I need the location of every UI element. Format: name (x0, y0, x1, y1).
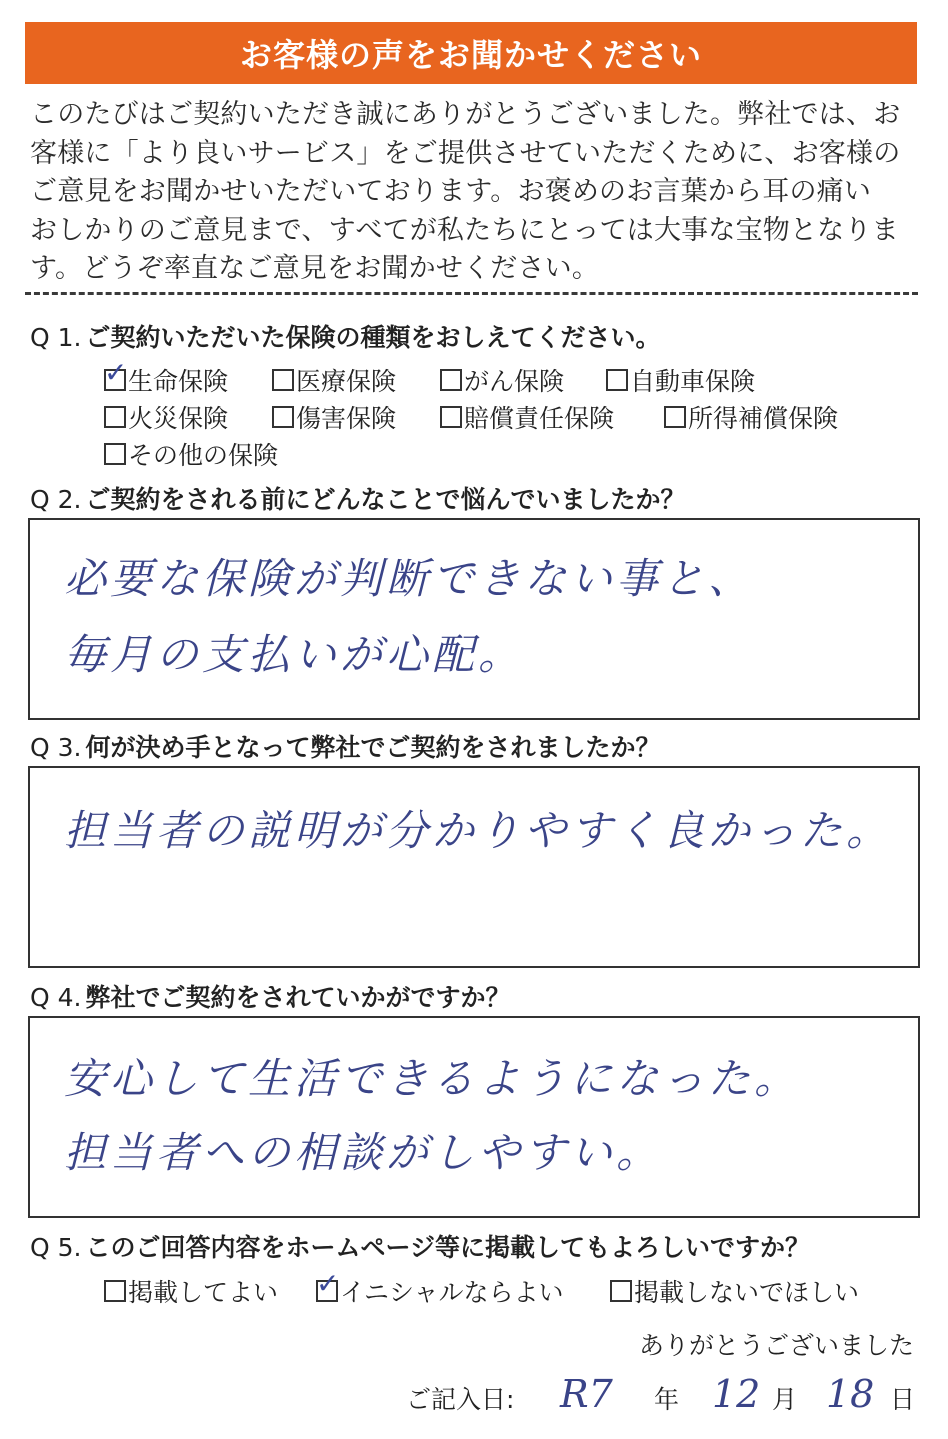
checkbox[interactable] (440, 406, 462, 428)
checkbox[interactable] (664, 406, 686, 428)
option-label: その他の保険 (128, 441, 279, 470)
option-label: 自動車保険 (630, 367, 756, 396)
checkbox[interactable] (104, 1280, 126, 1302)
handwritten-day[interactable]: 18 (826, 1372, 875, 1416)
question-1 (30, 318, 661, 354)
question-number: Q 1. (30, 323, 82, 352)
day-unit: 日 (890, 1385, 916, 1414)
option-label: 掲載してよい (128, 1278, 279, 1307)
question-4 (30, 978, 511, 1014)
handwritten-answer-line: 必要な保険が判断できない事と、 (64, 554, 755, 603)
checkbox[interactable] (272, 406, 294, 428)
question-number: Q 2. (30, 485, 82, 514)
handwritten-month[interactable]: 12 (712, 1372, 761, 1416)
option-label: 掲載しないでほしい (634, 1278, 860, 1307)
answer-box-q3[interactable] (28, 766, 920, 968)
option-label: 所得補償保険 (688, 404, 839, 433)
checkbox[interactable] (440, 369, 462, 391)
option-publish-ok[interactable] (104, 1273, 278, 1309)
question-text: 何が決め手となって弊社でご契約をされましたか？ (85, 733, 661, 762)
question-text: 弊社でご契約をされていかがですか？ (85, 983, 511, 1012)
option-initials-ok[interactable] (316, 1267, 564, 1309)
dashed-divider (25, 292, 918, 295)
option-liability-insurance[interactable] (440, 399, 614, 435)
header-title: お客様の声をお聞かせください (239, 36, 702, 74)
option-auto-insurance[interactable] (606, 362, 755, 398)
handwritten-answer-line: 毎月の支払いが心配。 (64, 630, 525, 679)
handwritten-era-year[interactable]: R7 (560, 1372, 613, 1416)
intro-line: 客様に「より良いサービス」をご提供させていただくために、お客様の (30, 137, 901, 169)
option-cancer-insurance[interactable] (440, 362, 564, 398)
option-income-insurance[interactable] (664, 399, 838, 435)
month-unit: 月 (772, 1385, 798, 1414)
option-label: 医療保険 (296, 367, 397, 396)
question-number: Q 3. (30, 733, 82, 762)
option-label: 火災保険 (128, 404, 229, 433)
option-fire-insurance[interactable] (104, 399, 228, 435)
checkbox-checked[interactable] (316, 1267, 340, 1302)
option-label: イニシャルならよい (340, 1278, 564, 1307)
intro-line: す。どうぞ率直なご意見をお聞かせください。 (30, 253, 600, 284)
thanks-message: ありがとうございました (638, 1331, 914, 1360)
checkbox[interactable] (104, 443, 126, 465)
option-medical-insurance[interactable] (272, 362, 396, 398)
option-label: がん保険 (464, 367, 565, 396)
question-number: Q 4. (30, 983, 82, 1012)
question-text: ご契約をされる前にどんなことで悩んでいましたか？ (85, 485, 686, 514)
question-3 (30, 728, 661, 764)
checkbox[interactable] (606, 369, 628, 391)
checkbox[interactable] (104, 406, 126, 428)
option-life-insurance[interactable] (104, 356, 229, 398)
question-text: ご契約いただいた保険の種類をおしえてください。 (85, 323, 661, 352)
intro-paragraph (30, 96, 920, 289)
option-label: 傷害保険 (296, 404, 397, 433)
option-injury-insurance[interactable] (272, 399, 396, 435)
answer-box-q4[interactable] (28, 1016, 920, 1218)
checkbox[interactable] (272, 369, 294, 391)
intro-line: ご意見をお聞かせいただいております。お褒めのお言葉から耳の痛い (30, 176, 872, 207)
intro-line: このたびはご契約いただき誠にありがとうございました。弊社では、お (30, 99, 901, 130)
answer-box-q2[interactable] (28, 518, 920, 720)
question-number: Q 5. (30, 1233, 82, 1262)
intro-line: おしかりのご意見まで、すべてが私たちにとっては大事な宝物となりま (30, 214, 899, 246)
handwritten-answer-line: 担当者の説明が分かりやすく良かった。 (64, 806, 893, 855)
checkbox-checked[interactable] (104, 356, 128, 391)
header-banner (25, 22, 917, 84)
option-other-insurance[interactable] (104, 436, 278, 472)
checkbox[interactable] (610, 1280, 632, 1302)
option-label: 賠償責任保険 (464, 404, 615, 433)
option-no-publish[interactable] (610, 1273, 859, 1309)
check-mark-icon: ✓ (316, 1267, 340, 1300)
date-label: ご記入日: (406, 1385, 515, 1414)
option-label: 生命保険 (128, 367, 229, 396)
question-5 (30, 1228, 810, 1264)
handwritten-answer-line: 担当者への相談がしやすい。 (64, 1128, 663, 1177)
handwritten-answer-line: 安心して生活できるようになった。 (64, 1054, 801, 1103)
question-text: このご回答内容をホームページ等に掲載してもよろしいですか？ (85, 1233, 810, 1262)
question-2 (30, 480, 686, 516)
entry-date-row (0, 1370, 948, 1430)
check-mark-icon: ✓ (104, 356, 128, 389)
year-unit: 年 (654, 1385, 680, 1414)
